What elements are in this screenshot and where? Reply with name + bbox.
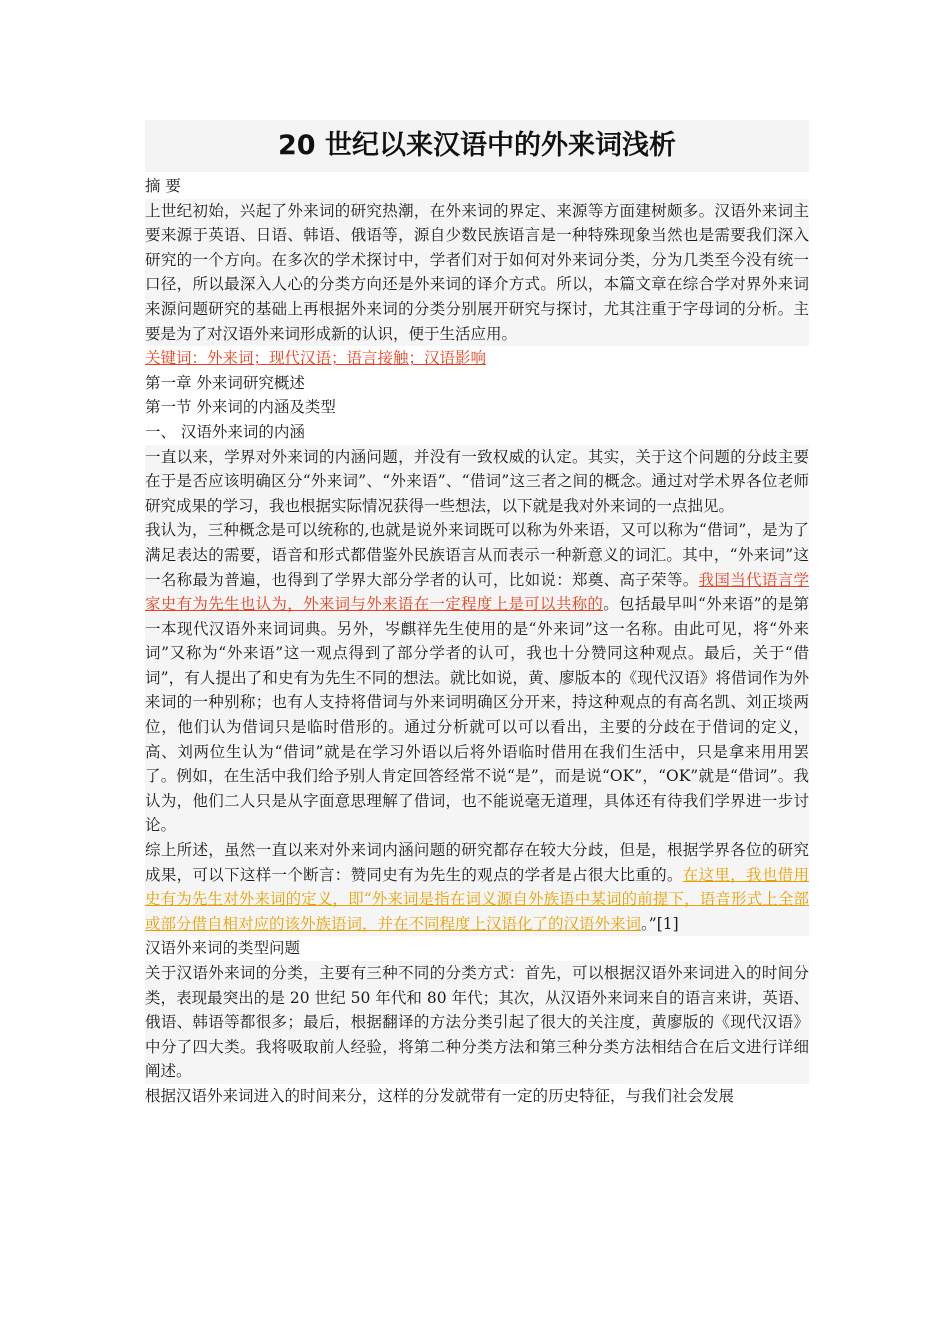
- paragraph-5: 根据汉语外来词进入的时间来分，这样的分发就带有一定的历史特征，与我们社会发展: [145, 1086, 735, 1105]
- paragraph-3-text-a: 综上所述，虽然一直以来对外来词内涵问题的研究都存在较大分歧，但是，根据学界各位的研究成果，可以下这样一个断言：赞同史有为先生的观点的学者是占很大比重的。: [145, 841, 809, 884]
- paragraph-2: [145, 518, 809, 838]
- paragraph-3: [145, 838, 809, 936]
- keywords-line: 关键词：外来词；现代汉语；语言接触；汉语影响: [145, 349, 487, 368]
- document-body: [145, 120, 809, 1109]
- paragraph-2-text-b: 。包括最早叫“外来语”的是第一本现代汉语外来词词典。另外，岑麒祥先生使用的是“外来词”这一名称。由此可见，将“外来词”又称为“外来语”这一观点得到了部分学者的认可，我也十分赞同这种观点。最后，关于“借词”，有人提出了和史有为先生不同的想法。就比如说，黄、廖版本的《现代汉语》将借词作为外来词的一种别称；也有人支持将借词与外来词明确区分开来，持这种观点的有高名凯、刘正埮两位，他们认为借词只是临时借形的。通过分析就可以可以看出，主要的分歧在于借词的定义，高、刘两位生认为“借词”就是在学习外语以后将外语临时借用在我们生活中，只是拿来用用罢了。例如，在生活中我们给予别人肯定回答经常不说“是”，而是说“OK”，“OK”就是“借词”。我认为，他们二人只是从字面意思理解了借词，也不能说毫无道理，具体还有待我们学界进一步讨论。: [145, 595, 809, 835]
- paragraph-1: 一直以来，学界对外来词的内涵问题，并没有一致权威的认定。其实，关于这个问题的分歧主要在于是否应该明确区分“外来词”、“外来语”、“借词”这三者之间的概念。通过对学术界各位老师研究成果的学习，我也根据实际情况获得一些想法，以下就是我对外来词的一点拙见。: [145, 445, 809, 519]
- paragraph-2-text-a: 我认为，三种概念是可以统称的,也就是说外来词既可以称为外来语，又可以称为“借词”，是为了满足表达的需要，语音和形式都借鉴外民族语言从而表示一种新意义的词汇。其中，“外来词”这一名称最为普遍，也得到了学界大部分学者的认可，比如说：郑奠、高子荣等。: [145, 521, 809, 589]
- paragraph-3-highlight: 在这里，我也借用史有为先生对外来词的定义，即“外来词是指在词义源自外族语中某词的前提下，语音形式上全部或部分借自相对应的该外族语词，并在不同程度上汉语化了的汉语外来词: [145, 865, 809, 933]
- subsection-heading: 一、 汉语外来词的内涵: [145, 422, 305, 441]
- chapter-heading: 第一章 外来词研究概述: [145, 373, 305, 392]
- paragraph-4: 关于汉语外来词的分类，主要有三种不同的分类方式：首先，可以根据汉语外来词进入的时间分类，表现最突出的是 20 世纪 50 年代和 80 年代；其次，从汉语外来词来自的语言来讲，英语、俄语、韩语等都很多；最后，根据翻译的方法分类引起了很大的关注度，黄廖版的《现代汉语》中分了四大类。我将吸取前人经验，将第二种分类方法和第三种分类方法相结合在后文进行详细阐述。: [145, 961, 809, 1084]
- page-title: 20 世纪以来汉语中的外来词浅析: [145, 120, 809, 172]
- section-heading: 第一节 外来词的内涵及类型: [145, 398, 336, 417]
- subsection-heading-2: 汉语外来词的类型问题: [145, 939, 301, 958]
- abstract-paragraph: 上世纪初始，兴起了外来词的研究热潮，在外来词的界定、来源等方面建树颇多。汉语外来词主要来源于英语、日语、韩语、俄语等，源自少数民族语言是一种特殊现象当然也是需要我们深入研究的一个方向。在多次的学术探讨中，学者们对于如何对外来词分类，分为几类至今没有统一口径，所以最深入人心的分类方向还是外来词的译介方式。所以，本篇文章在综合学对界外来词来源问题研究的基础上再根据外来词的分类分别展开研究与探讨，尤其注重于字母词的分析。主要是为了对汉语外来词形成新的认识，便于生活应用。: [145, 199, 809, 347]
- paragraph-3-text-b: 。”[1]: [641, 914, 679, 933]
- paragraph-2-highlight: 我国当代语言学家史有为先生也认为，外来词与外来语在一定程度上是可以共称的: [145, 570, 809, 614]
- abstract-label: 摘 要: [145, 177, 181, 195]
